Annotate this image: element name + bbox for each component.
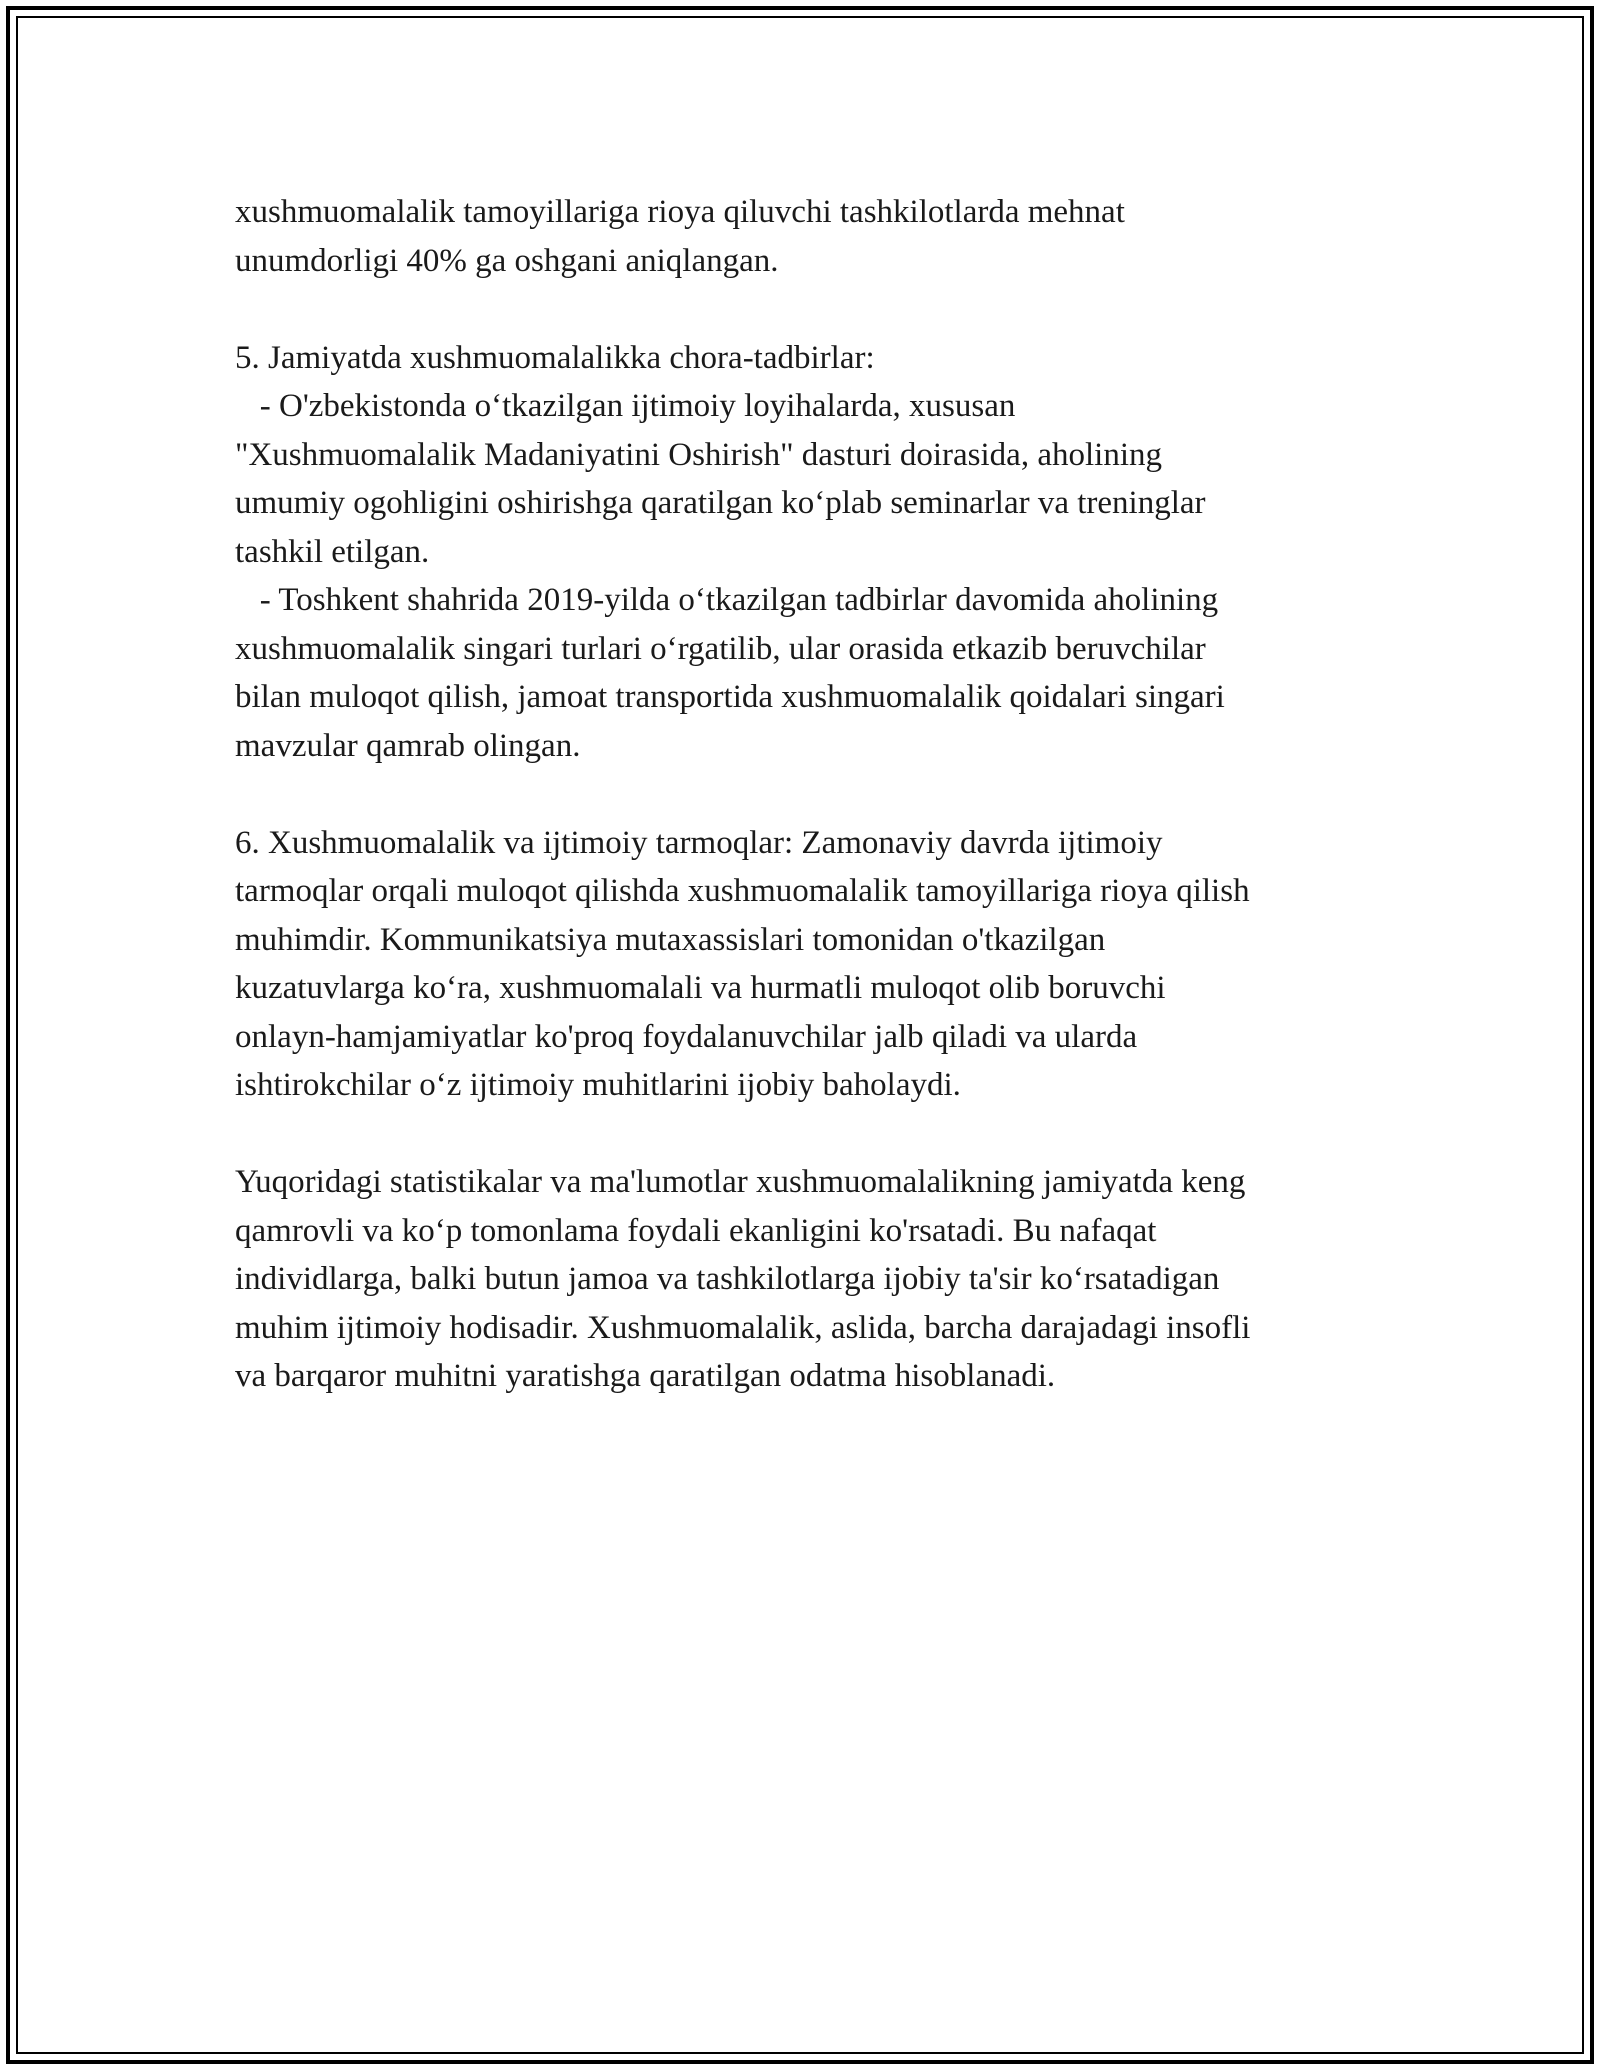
text-line: muhim ijtimoiy hodisadir. Xushmuomalalik, aslida, barcha darajadagi insofli xyxy=(235,1309,1251,1346)
text-line: bilan muloqot qilish, jamoat transportida xushmuomalalik qoidalari singari xyxy=(235,679,1225,715)
paragraph-conclusion xyxy=(235,1158,1395,1401)
text-line: "Xushmuomalalik Madaniyatini Oshirish" dasturi doirasida, aholining xyxy=(235,436,1162,473)
text-line: xushmuomalalik singari turlari o‘rgatilib, ular orasida etkazib beruvchilar xyxy=(235,630,1206,667)
text-line: kuzatuvlarga ko‘ra, xushmuomalali va hurmatli muloqot olib boruvchi xyxy=(235,970,1166,1006)
text-line: - O'zbekistonda o‘tkazilgan ijtimoiy loyihalarda, xususan xyxy=(235,388,1016,424)
text-line: Yuqoridagi statistikalar va ma'lumotlar xushmuomalalikning jamiyatda keng xyxy=(235,1164,1246,1200)
text-line: umumiy ogohligini oshirishga qaratilgan ko‘plab seminarlar va treninglar xyxy=(235,485,1206,521)
text-line: unumdorligi 40% ga oshgani aniqlangan. xyxy=(235,242,779,279)
section-heading: 5. Jamiyatda xushmuomalalikka chora-tadbirlar: xyxy=(235,339,875,376)
text-line: muhimdir. Kommunikatsiya mutaxassislari tomonidan o'tkazilgan xyxy=(235,921,1106,958)
text-line: xushmuomalalik tamoyillariga rioya qiluvchi tashkilotlarda mehnat xyxy=(235,194,1125,230)
text-line: - Toshkent shahrida 2019-yilda o‘tkazilgan tadbirlar davomida aholining xyxy=(235,582,1219,618)
text-line: mavzular qamrab olingan. xyxy=(235,727,581,764)
text-line: onlayn-hamjamiyatlar ko'proq foydalanuvchilar jalb qiladi va ularda xyxy=(235,1018,1138,1055)
paragraph-section-6 xyxy=(235,819,1395,1110)
section-heading: 6. Xushmuomalalik va ijtimoiy tarmoqlar: Zamonaviy davrda ijtimoiy xyxy=(235,824,1163,861)
text-line: ishtirokchilar o‘z ijtimoiy muhitlarini ijobiy baholaydi. xyxy=(235,1067,961,1103)
document-body xyxy=(235,188,1395,1449)
text-line: tarmoqlar orqali muloqot qilishda xushmuomalalik tamoyillariga rioya qilish xyxy=(235,873,1250,909)
text-line: tashkil etilgan. xyxy=(235,533,430,570)
paragraph-intro xyxy=(235,188,1395,285)
text-line: qamrovli va ko‘p tomonlama foydali ekanligini ko'rsatadi. Bu nafaqat xyxy=(235,1212,1157,1249)
text-line: individlarga, balki butun jamoa va tashkilotlarga ijobiy ta'sir ko‘rsatadigan xyxy=(235,1261,1220,1297)
paragraph-section-5 xyxy=(235,334,1395,771)
text-line: va barqaror muhitni yaratishga qaratilgan odatma hisoblanadi. xyxy=(235,1358,1056,1394)
